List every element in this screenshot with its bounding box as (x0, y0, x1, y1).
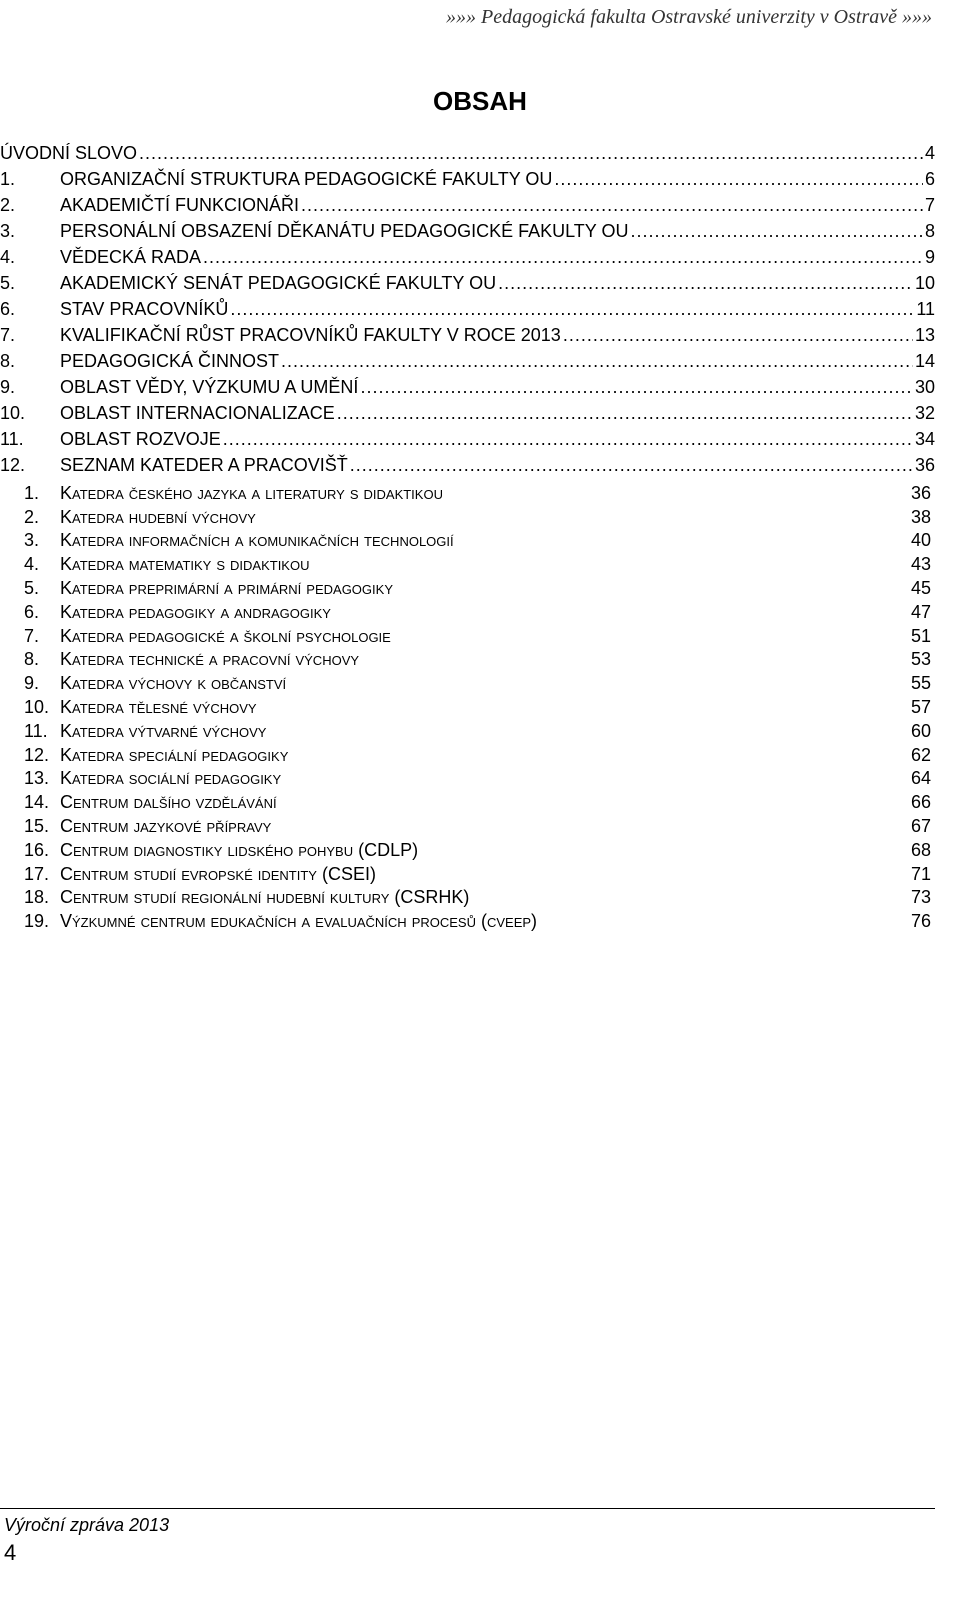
toc-subentry-page: 45 (910, 577, 931, 598)
toc-entry-page: 8 (924, 221, 935, 241)
toc-entry-page: 32 (914, 403, 935, 423)
toc-entry[interactable] (0, 372, 935, 398)
toc-subentry-page: 76 (910, 911, 931, 932)
toc-entry[interactable] (0, 424, 935, 450)
toc-entry-page: 14 (914, 351, 935, 371)
toc-leader-dots (223, 428, 913, 450)
footer-label: Výroční zpráva 2013 (4, 1515, 170, 1535)
toc-subentry-number: 6. (24, 601, 40, 622)
toc-subentry-label: Centrum diagnostiky lidského pohybu (CDLP) (60, 839, 419, 860)
page-header: »»» Pedagogická fakulta Ostravské univerzity v Ostravě »»» (446, 6, 932, 28)
toc-subentry-label: Katedra českého jazyka a literatury s didaktikou (60, 482, 443, 503)
toc-leader-dots (139, 142, 923, 164)
toc-subentry-number: 13. (24, 768, 50, 789)
toc-leader-dots (498, 272, 913, 294)
toc-entry-label: ORGANIZAČNÍ STRUKTURA PEDAGOGICKÉ FAKULTY OU (60, 169, 553, 189)
toc-subentry-label: Katedra výchovy k občanství (60, 673, 287, 694)
toc-subentry-label: Katedra preprimární a primární pedagogiky (60, 577, 393, 598)
toc-subentry-number: 14. (24, 792, 50, 813)
toc-entry-number: 1. (0, 169, 16, 189)
table-of-contents (0, 138, 935, 932)
toc-entry-page: 34 (914, 429, 935, 449)
toc-subentry-number: 4. (24, 554, 40, 575)
toc-entry-number: 2. (0, 195, 16, 215)
toc-subentry-page: 53 (910, 649, 931, 670)
toc-subentry-label: Centrum studií regionální hudební kultury (CSRHK) (60, 887, 470, 908)
toc-entry[interactable] (0, 398, 935, 424)
toc-entry[interactable] (0, 216, 935, 242)
toc-leader-dots (563, 324, 913, 346)
toc-subentry[interactable] (0, 623, 935, 647)
toc-subentry-page: 67 (910, 815, 931, 836)
toc-entry[interactable] (0, 242, 935, 268)
toc-entry-label: PEDAGOGICKÁ ČINNOST (60, 351, 280, 371)
toc-subentry-label: Centrum jazykové přípravy (60, 815, 272, 836)
toc-entry-label: OBLAST INTERNACIONALIZACE (60, 403, 335, 423)
toc-subentry-label: Katedra technické a pracovní výchovy (60, 649, 360, 670)
toc-subentry-number: 19. (24, 911, 50, 932)
toc-entry-page: 11 (916, 299, 935, 319)
toc-entry-number: 5. (0, 273, 16, 293)
toc-entry[interactable] (0, 450, 935, 476)
toc-subentry-number: 9. (24, 673, 40, 694)
toc-entry-label: AKADEMIČTÍ FUNKCIONÁŘI (60, 195, 300, 215)
toc-subentry-label: Katedra sociální pedagogiky (60, 768, 282, 789)
toc-entry-number: 4. (0, 247, 16, 267)
toc-subentry-page: 62 (910, 744, 931, 765)
toc-subentry[interactable] (0, 861, 935, 885)
toc-subentry-page: 47 (910, 601, 931, 622)
toc-entry-label: OBLAST VĚDY, VÝZKUMU A UMĚNÍ (60, 377, 359, 397)
toc-subentry[interactable] (0, 885, 935, 909)
toc-subentry-number: 2. (24, 506, 40, 527)
toc-leader-dots (230, 298, 914, 320)
toc-subentry-page: 73 (910, 887, 931, 908)
toc-subentry-number: 8. (24, 649, 40, 670)
toc-entry-label: VĚDECKÁ RADA (60, 247, 202, 267)
toc-entry[interactable] (0, 138, 935, 164)
toc-subentry-label: Centrum dalšího vzdělávání (60, 792, 277, 813)
toc-entry-number: 3. (0, 221, 16, 241)
toc-subentry-page: 71 (910, 863, 931, 884)
toc-subentry[interactable] (0, 813, 935, 837)
toc-subentry-label: Katedra informačních a komunikačních technologií (60, 530, 454, 551)
toc-subentry-label: Výzkumné centrum edukačních a evaluačních procesů (cveep) (60, 911, 538, 932)
toc-subentry-page: 36 (910, 482, 931, 503)
toc-entry-number: 7. (0, 325, 16, 345)
toc-subentry-number: 3. (24, 530, 40, 551)
footer-page-number: 4 (4, 1540, 17, 1565)
toc-subentry-page: 38 (910, 506, 931, 527)
toc-entry-label: STAV PRACOVNÍKŮ (60, 299, 229, 319)
toc-subentry-page: 57 (910, 696, 931, 717)
toc-entry-label: KVALIFIKAČNÍ RŮST PRACOVNÍKŮ FAKULTY V ROCE 2013 (60, 325, 561, 345)
toc-leader-dots (360, 376, 913, 398)
toc-subentry-page: 40 (910, 530, 931, 551)
toc-entry[interactable] (0, 294, 935, 320)
toc-entry-label: SEZNAM KATEDER A PRACOVIŠŤ (60, 455, 348, 475)
toc-leader-dots (554, 168, 923, 190)
toc-entry[interactable] (0, 346, 935, 372)
toc-subentry-page: 51 (910, 625, 931, 646)
toc-subentry-number: 1. (24, 482, 40, 503)
toc-subentry-label: Katedra tělesné výchovy (60, 696, 257, 717)
toc-subentry[interactable] (0, 766, 935, 790)
toc-subentry-label: Katedra hudební výchovy (60, 506, 256, 527)
toc-entry-page: 13 (914, 325, 935, 345)
toc-leader-dots (301, 194, 923, 216)
toc-subentry-number: 17. (24, 863, 50, 884)
toc-subentry[interactable] (0, 908, 935, 932)
toc-subentry-page: 55 (910, 673, 931, 694)
toc-entry-page: 6 (924, 169, 935, 189)
toc-entry[interactable] (0, 164, 935, 190)
toc-subentry-page: 43 (910, 554, 931, 575)
toc-entry-page: 36 (914, 455, 935, 475)
toc-leader-dots (203, 246, 923, 268)
toc-entry-number: 10. (0, 403, 26, 423)
toc-subentry-number: 5. (24, 577, 40, 598)
toc-entry-page: 9 (924, 247, 935, 267)
toc-subentry-label: Katedra výtvarné výchovy (60, 720, 267, 741)
toc-subentry-label: Katedra speciální pedagogiky (60, 744, 289, 765)
toc-leader-dots (281, 350, 913, 372)
toc-subentry-page: 68 (910, 839, 931, 860)
toc-subentry-label: Katedra pedagogické a školní psychologie (60, 625, 391, 646)
toc-entry-page: 4 (924, 143, 935, 163)
toc-subentry[interactable] (0, 480, 935, 504)
toc-entry-label: AKADEMICKÝ SENÁT PEDAGOGICKÉ FAKULTY OU (60, 273, 497, 293)
toc-subentry-number: 15. (24, 815, 50, 836)
toc-subentry[interactable] (0, 528, 935, 552)
toc-subentry-page: 64 (910, 768, 931, 789)
toc-entry-label: PERSONÁLNÍ OBSAZENÍ DĚKANÁTU PEDAGOGICKÉ FAKULTY OU (60, 221, 629, 241)
page-title: OBSAH (433, 86, 527, 116)
toc-leader-dots (337, 402, 913, 424)
toc-entry-label: OBLAST ROZVOJE (60, 429, 221, 449)
toc-subentry-page: 60 (910, 720, 931, 741)
toc-entry-page: 10 (914, 273, 935, 293)
toc-subentry[interactable] (0, 647, 935, 671)
toc-subentry[interactable] (0, 742, 935, 766)
toc-entry[interactable] (0, 320, 935, 346)
toc-subentry[interactable] (0, 504, 935, 528)
toc-subentry[interactable] (0, 551, 935, 575)
toc-subentry[interactable] (0, 670, 935, 694)
toc-entry-label: ÚVODNÍ SLOVO (0, 143, 138, 163)
toc-subentry[interactable] (0, 789, 935, 813)
toc-subentry[interactable] (0, 694, 935, 718)
toc-subentry-number: 12. (24, 744, 50, 765)
toc-subentry-number: 10. (24, 696, 50, 717)
toc-leader-dots (630, 220, 923, 242)
footer-divider (0, 1508, 935, 1509)
toc-subentry-number: 16. (24, 839, 50, 860)
toc-entry-page: 30 (914, 377, 935, 397)
toc-subentry-label: Katedra matematiky s didaktikou (60, 554, 310, 575)
toc-subentry[interactable] (0, 837, 935, 861)
toc-subentry-label: Centrum studií evropské identity (CSEI) (60, 863, 376, 884)
toc-subentry[interactable] (0, 575, 935, 599)
toc-entry-number: 8. (0, 351, 16, 371)
toc-subentry[interactable] (0, 718, 935, 742)
toc-entry-number: 11. (0, 429, 24, 449)
toc-leader-dots (350, 454, 913, 476)
toc-subentry-number: 11. (24, 720, 48, 741)
toc-subentry-number: 7. (24, 625, 40, 646)
toc-entry-page: 7 (924, 195, 935, 215)
toc-subentry-page: 66 (910, 792, 931, 813)
toc-subentry-number: 18. (24, 887, 50, 908)
toc-entry-number: 6. (0, 299, 16, 319)
toc-entry[interactable] (0, 268, 935, 294)
toc-subentry[interactable] (0, 599, 935, 623)
toc-entry[interactable] (0, 190, 935, 216)
toc-subentry-label: Katedra pedagogiky a andragogiky (60, 601, 331, 622)
toc-entry-number: 12. (0, 455, 26, 475)
toc-entry-number: 9. (0, 377, 16, 397)
